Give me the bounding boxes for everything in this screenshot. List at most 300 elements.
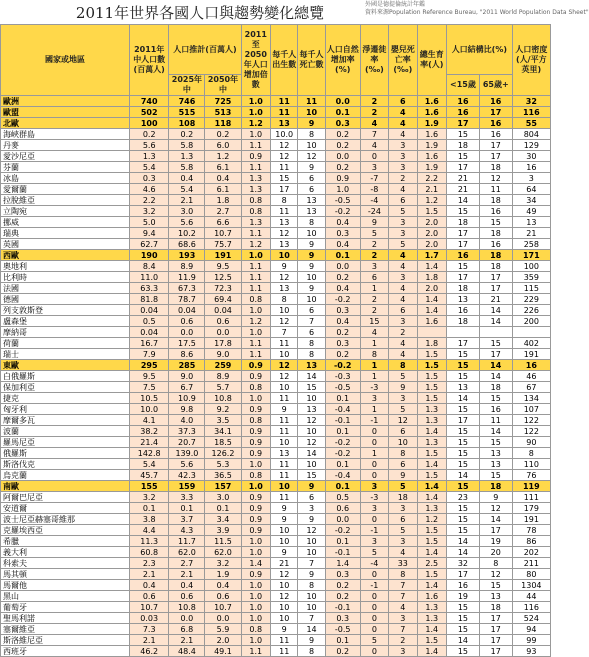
table-cell: 46 — [512, 371, 550, 382]
table-cell: 1.0 — [241, 613, 271, 624]
table-cell: 16 — [479, 239, 512, 250]
table-cell: 12 — [479, 503, 512, 514]
table-cell: 108 — [169, 118, 205, 129]
table-cell: 17 — [447, 162, 480, 173]
table-cell: 63.3 — [130, 283, 169, 294]
row-name-cell: 愛沙尼亞 — [1, 151, 130, 162]
table-cell: 3.9 — [205, 525, 241, 536]
table-cell: 0.6 — [169, 591, 205, 602]
table-cell: 14 — [298, 371, 325, 382]
table-cell: 1.2 — [241, 118, 271, 129]
row-name-cell: 法國 — [1, 283, 130, 294]
table-cell: 4 — [360, 118, 388, 129]
table-cell: 1.3 — [417, 404, 447, 415]
row-name-cell: 葡萄牙 — [1, 602, 130, 613]
table-cell: 2.0 — [417, 217, 447, 228]
table-cell: 0.2 — [325, 272, 360, 283]
table-cell: 17 — [479, 107, 512, 118]
table-cell: 10 — [389, 437, 417, 448]
table-cell: -0.4 — [325, 404, 360, 415]
table-cell: 11 — [271, 393, 298, 404]
table-cell: 9 — [298, 569, 325, 580]
col-pop2011: 2011年中人口數(百萬人) — [130, 25, 169, 96]
table-cell: 740 — [130, 96, 169, 107]
table-cell: 18.5 — [205, 437, 241, 448]
table-cell: 2.0 — [205, 635, 241, 646]
table-cell: 18 — [479, 602, 512, 613]
table-cell: 15 — [479, 338, 512, 349]
table-cell: 18 — [479, 261, 512, 272]
table-cell: 6 — [389, 195, 417, 206]
table-cell: -0.1 — [325, 415, 360, 426]
table-cell: 1.9 — [417, 118, 447, 129]
table-cell: 804 — [512, 129, 550, 140]
table-row — [1, 349, 551, 360]
table-cell: 11 — [271, 470, 298, 481]
table-cell: 157 — [205, 481, 241, 492]
table-cell: 8.9 — [205, 371, 241, 382]
row-name-cell: 波士尼亞赫塞哥維那 — [1, 514, 130, 525]
table-cell: 7.9 — [130, 349, 169, 360]
table-cell: 6 — [389, 514, 417, 525]
table-cell: 0.1 — [325, 393, 360, 404]
table-cell: 1.5 — [417, 569, 447, 580]
col-country: 國家或地區 — [1, 25, 130, 96]
table-cell: 0.0 — [325, 151, 360, 162]
table-cell: 15 — [447, 646, 480, 657]
table-cell: 5.3 — [205, 459, 241, 470]
table-cell: 2 — [360, 107, 388, 118]
table-cell: 48.4 — [169, 646, 205, 657]
table-cell: 8 — [298, 338, 325, 349]
table-cell: 0.4 — [169, 173, 205, 184]
table-cell: 1.5 — [417, 393, 447, 404]
table-cell: 1.3 — [417, 437, 447, 448]
table-cell: 1.9 — [417, 140, 447, 151]
table-cell: 0 — [360, 646, 388, 657]
table-cell: 15 — [447, 404, 480, 415]
table-cell: 15 — [447, 525, 480, 536]
table-cell: 8 — [271, 195, 298, 206]
table-cell: 11 — [271, 206, 298, 217]
table-cell: 1 — [360, 283, 388, 294]
table-cell: 0.0 — [325, 514, 360, 525]
table-cell: 6 — [298, 327, 325, 338]
table-cell: 0.6 — [205, 316, 241, 327]
table-cell: 0.1 — [130, 503, 169, 514]
table-row — [1, 338, 551, 349]
table-cell: 17.5 — [169, 338, 205, 349]
table-cell: 2.0 — [417, 239, 447, 250]
table-row — [1, 129, 551, 140]
table-row — [1, 272, 551, 283]
table-cell: 1.0 — [241, 536, 271, 547]
table-cell: 502 — [130, 107, 169, 118]
table-cell: 15 — [360, 316, 388, 327]
table-cell: 0.2 — [325, 129, 360, 140]
table-cell: 1.6 — [417, 107, 447, 118]
table-cell: 5 — [360, 635, 388, 646]
table-cell: 30 — [512, 151, 550, 162]
table-cell: 12 — [298, 415, 325, 426]
table-cell: 67.3 — [169, 283, 205, 294]
table-cell: 0.1 — [169, 503, 205, 514]
table-cell: 0.8 — [241, 470, 271, 481]
table-cell: 14 — [479, 360, 512, 371]
table-cell: 202 — [512, 547, 550, 558]
table-cell: 1.3 — [417, 613, 447, 624]
table-cell: 1.2 — [241, 316, 271, 327]
table-row — [1, 613, 551, 624]
table-cell: 0.9 — [241, 371, 271, 382]
table-cell: 5 — [389, 239, 417, 250]
table-cell: 200 — [512, 316, 550, 327]
table-cell: 0.9 — [241, 404, 271, 415]
col-age: 人口結構比(%) — [447, 25, 513, 75]
table-cell: 0.2 — [325, 646, 360, 657]
table-cell: -1 — [360, 525, 388, 536]
table-cell: 3 — [389, 140, 417, 151]
row-name-cell: 挪威 — [1, 217, 130, 228]
table-cell: 6.8 — [169, 624, 205, 635]
table-cell: 0.9 — [241, 360, 271, 371]
table-cell: 9 — [271, 514, 298, 525]
table-cell: 3 — [389, 217, 417, 228]
table-row — [1, 646, 551, 657]
table-cell: 0 — [360, 426, 388, 437]
table-cell: 107 — [512, 404, 550, 415]
table-cell: 8.6 — [169, 349, 205, 360]
table-cell: 0.6 — [169, 316, 205, 327]
table-cell: 17 — [447, 228, 480, 239]
table-cell: 64 — [512, 184, 550, 195]
table-cell: -1 — [360, 580, 388, 591]
table-cell: 0.8 — [241, 206, 271, 217]
row-name-cell: 奧地利 — [1, 261, 130, 272]
row-name-cell: 聖馬利諾 — [1, 613, 130, 624]
table-cell: 6.7 — [169, 382, 205, 393]
table-row — [1, 591, 551, 602]
table-cell: 0.9 — [241, 448, 271, 459]
table-cell: 0.9 — [325, 173, 360, 184]
table-cell: 0.4 — [325, 283, 360, 294]
table-cell: 111 — [512, 492, 550, 503]
table-cell: 8.4 — [130, 261, 169, 272]
table-cell: 14 — [479, 316, 512, 327]
table-cell: 5 — [389, 371, 417, 382]
table-cell: 6 — [298, 184, 325, 195]
table-cell: 5.8 — [169, 162, 205, 173]
table-cell: 2.1 — [169, 569, 205, 580]
table-cell: 0.1 — [325, 250, 360, 261]
table-cell: 1.5 — [417, 382, 447, 393]
table-cell: 3 — [360, 536, 388, 547]
table-cell: 0.3 — [325, 569, 360, 580]
table-cell: 10 — [298, 591, 325, 602]
col-infant: 嬰兒死亡率(‰) — [389, 25, 417, 96]
table-row — [1, 294, 551, 305]
table-cell: 13 — [479, 448, 512, 459]
table-cell: 4 — [389, 602, 417, 613]
table-cell: 15 — [447, 349, 480, 360]
table-cell: 0.2 — [205, 129, 241, 140]
table-cell: 0.1 — [325, 107, 360, 118]
table-cell: 6 — [389, 305, 417, 316]
table-cell: 3 — [298, 503, 325, 514]
table-cell: 1.1 — [241, 272, 271, 283]
table-cell: 2.3 — [130, 558, 169, 569]
table-cell: 2.2 — [130, 195, 169, 206]
table-cell: 13 — [298, 360, 325, 371]
table-cell: 2 — [389, 635, 417, 646]
table-cell: 1.4 — [417, 624, 447, 635]
row-name-cell: 丹麥 — [1, 140, 130, 151]
table-cell: 1.0 — [241, 305, 271, 316]
row-name-cell: 荷蘭 — [1, 338, 130, 349]
table-cell: 21 — [479, 294, 512, 305]
table-cell: 14 — [479, 371, 512, 382]
table-cell: 62.0 — [205, 547, 241, 558]
table-cell: 0.1 — [205, 503, 241, 514]
table-cell: 11.9 — [169, 272, 205, 283]
table-cell: 15 — [447, 360, 480, 371]
table-cell: 12 — [389, 415, 417, 426]
table-cell: 1.0 — [241, 481, 271, 492]
table-cell: 15 — [447, 371, 480, 382]
table-cell: 7.5 — [130, 382, 169, 393]
table-cell: 12 — [298, 151, 325, 162]
table-cell: 6 — [389, 96, 417, 107]
source-note — [365, 1, 589, 17]
table-cell: 10 — [298, 459, 325, 470]
table-cell: 6.1 — [205, 162, 241, 173]
table-cell: 10.7 — [130, 602, 169, 613]
table-row — [1, 624, 551, 635]
table-cell: 5.7 — [205, 382, 241, 393]
table-cell: 1.3 — [130, 151, 169, 162]
table-cell: 9 — [298, 118, 325, 129]
table-cell: 4 — [360, 327, 388, 338]
table-cell: 0.6 — [205, 591, 241, 602]
table-cell: 1.1 — [241, 261, 271, 272]
table-cell: 9 — [360, 217, 388, 228]
table-cell: 16 — [447, 580, 480, 591]
table-cell: 0.8 — [241, 382, 271, 393]
table-cell: 0 — [360, 470, 388, 481]
table-cell: 5 — [389, 481, 417, 492]
table-cell: 9 — [271, 404, 298, 415]
row-name-cell: 西歐 — [1, 250, 130, 261]
row-name-cell: 烏克蘭 — [1, 470, 130, 481]
table-cell: 16 — [479, 118, 512, 129]
table-cell: 1.5 — [417, 206, 447, 217]
table-cell: 62.0 — [169, 547, 205, 558]
table-cell: 72.3 — [205, 283, 241, 294]
table-row — [1, 382, 551, 393]
table-row — [1, 558, 551, 569]
table-cell: 4.4 — [130, 525, 169, 536]
table-cell: 1.1 — [241, 349, 271, 360]
table-cell: 2.7 — [169, 558, 205, 569]
table-cell: 46.2 — [130, 646, 169, 657]
table-cell: 5 — [389, 206, 417, 217]
table-cell: 3 — [389, 272, 417, 283]
table-cell: 8 — [360, 349, 388, 360]
table-cell: 3.5 — [205, 415, 241, 426]
table-cell: 1.8 — [205, 195, 241, 206]
table-cell: 0.2 — [130, 129, 169, 140]
table-cell: 1.2 — [205, 151, 241, 162]
table-cell: 4 — [389, 118, 417, 129]
table-cell: 16 — [479, 404, 512, 415]
table-cell: -0.5 — [325, 195, 360, 206]
table-cell: 23 — [447, 492, 480, 503]
table-cell: 11 — [271, 415, 298, 426]
table-cell: 78.7 — [169, 294, 205, 305]
col-fertility: 總生育率(人) — [417, 25, 447, 96]
table-cell — [447, 327, 480, 338]
col-growth: 2011至2050年人口增加倍數 — [241, 25, 271, 96]
table-row — [1, 316, 551, 327]
table-cell: 15 — [479, 580, 512, 591]
table-cell: 36.5 — [205, 470, 241, 481]
table-cell: 3.0 — [205, 492, 241, 503]
table-cell: 17 — [447, 569, 480, 580]
table-cell: 13 — [447, 294, 480, 305]
table-row — [1, 525, 551, 536]
table-row — [1, 415, 551, 426]
table-cell: 18 — [447, 140, 480, 151]
table-cell: -0.1 — [325, 547, 360, 558]
table-cell: 18 — [447, 316, 480, 327]
table-cell: 10 — [271, 580, 298, 591]
table-cell: 3.2 — [205, 558, 241, 569]
table-cell: 0.8 — [241, 415, 271, 426]
row-name-cell: 羅馬尼亞 — [1, 437, 130, 448]
table-cell: 17 — [479, 140, 512, 151]
table-cell: 4.6 — [130, 184, 169, 195]
table-cell: 12.5 — [205, 272, 241, 283]
table-row — [1, 459, 551, 470]
table-cell: 0.4 — [325, 217, 360, 228]
table-cell: -0.4 — [325, 470, 360, 481]
row-name-cell: 義大利 — [1, 547, 130, 558]
table-cell: 118 — [205, 118, 241, 129]
table-cell: 18 — [479, 228, 512, 239]
table-cell: 76 — [512, 470, 550, 481]
table-cell: 15 — [447, 503, 480, 514]
table-cell: 1 — [360, 338, 388, 349]
table-cell: 6.1 — [205, 184, 241, 195]
table-cell: 0.1 — [325, 426, 360, 437]
table-cell: 11 — [271, 492, 298, 503]
table-cell: 10.5 — [130, 393, 169, 404]
table-cell: 126.2 — [205, 448, 241, 459]
table-row — [1, 140, 551, 151]
row-name-cell: 芬蘭 — [1, 162, 130, 173]
table-cell: 15 — [447, 151, 480, 162]
table-cell: 1.3 — [417, 503, 447, 514]
table-cell: 2 — [389, 173, 417, 184]
table-cell: 1.4 — [417, 459, 447, 470]
table-cell: -0.1 — [325, 602, 360, 613]
table-cell: 0.5 — [325, 492, 360, 503]
table-row — [1, 184, 551, 195]
table-cell: 0 — [360, 613, 388, 624]
table-cell: 0.9 — [241, 492, 271, 503]
table-cell: -0.2 — [325, 437, 360, 448]
table-cell: 10 — [298, 107, 325, 118]
row-name-cell: 馬其頓 — [1, 569, 130, 580]
table-cell: 15 — [447, 481, 480, 492]
table-cell: 60.8 — [130, 547, 169, 558]
table-cell: 6 — [389, 459, 417, 470]
table-cell: 10 — [298, 602, 325, 613]
table-cell: 9 — [271, 261, 298, 272]
table-cell: 9 — [298, 250, 325, 261]
table-cell: 1.5 — [417, 536, 447, 547]
table-cell: 0.2 — [325, 140, 360, 151]
table-cell: 0.2 — [325, 591, 360, 602]
table-cell: 16.7 — [130, 338, 169, 349]
table-cell: 116 — [512, 602, 550, 613]
table-cell: 1.5 — [417, 448, 447, 459]
row-name-cell: 保加利亞 — [1, 382, 130, 393]
table-cell: 285 — [169, 360, 205, 371]
table-row — [1, 547, 551, 558]
table-cell: 15 — [479, 217, 512, 228]
table-cell: 15 — [447, 448, 480, 459]
table-cell: 3.8 — [130, 514, 169, 525]
table-cell: 2.1 — [169, 635, 205, 646]
table-cell: 0.3 — [325, 118, 360, 129]
table-cell: 10 — [271, 437, 298, 448]
table-cell: 5 — [360, 228, 388, 239]
table-cell: 21 — [271, 558, 298, 569]
table-cell: 1.3 — [417, 602, 447, 613]
table-cell: 1.0 — [241, 107, 271, 118]
table-cell: 10 — [298, 393, 325, 404]
row-name-cell: 摩爾多瓦 — [1, 415, 130, 426]
table-cell: 3 — [389, 613, 417, 624]
table-cell: -0.3 — [325, 371, 360, 382]
table-cell: 1.0 — [241, 393, 271, 404]
table-cell: 11 — [479, 184, 512, 195]
table-cell: -0.2 — [325, 360, 360, 371]
row-name-cell: 白俄羅斯 — [1, 371, 130, 382]
table-cell: 7 — [298, 613, 325, 624]
table-cell: 0.1 — [325, 536, 360, 547]
table-cell: 10.7 — [205, 228, 241, 239]
table-cell: 16 — [447, 107, 480, 118]
table-cell: 18 — [447, 217, 480, 228]
row-name-cell: 安道爾 — [1, 503, 130, 514]
table-cell: 69.4 — [205, 294, 241, 305]
table-cell: 2.0 — [417, 228, 447, 239]
table-cell: 295 — [130, 360, 169, 371]
table-cell: 5.4 — [169, 184, 205, 195]
table-cell: 3 — [389, 162, 417, 173]
table-cell: 16 — [447, 250, 480, 261]
table-cell: 15 — [447, 129, 480, 140]
table-cell: 8 — [479, 558, 512, 569]
table-cell: 1 — [360, 448, 388, 459]
table-cell: 6 — [298, 492, 325, 503]
table-cell: 12 — [479, 173, 512, 184]
table-cell: 11 — [271, 96, 298, 107]
table-cell: 1.5 — [417, 360, 447, 371]
table-cell: 4 — [389, 547, 417, 558]
